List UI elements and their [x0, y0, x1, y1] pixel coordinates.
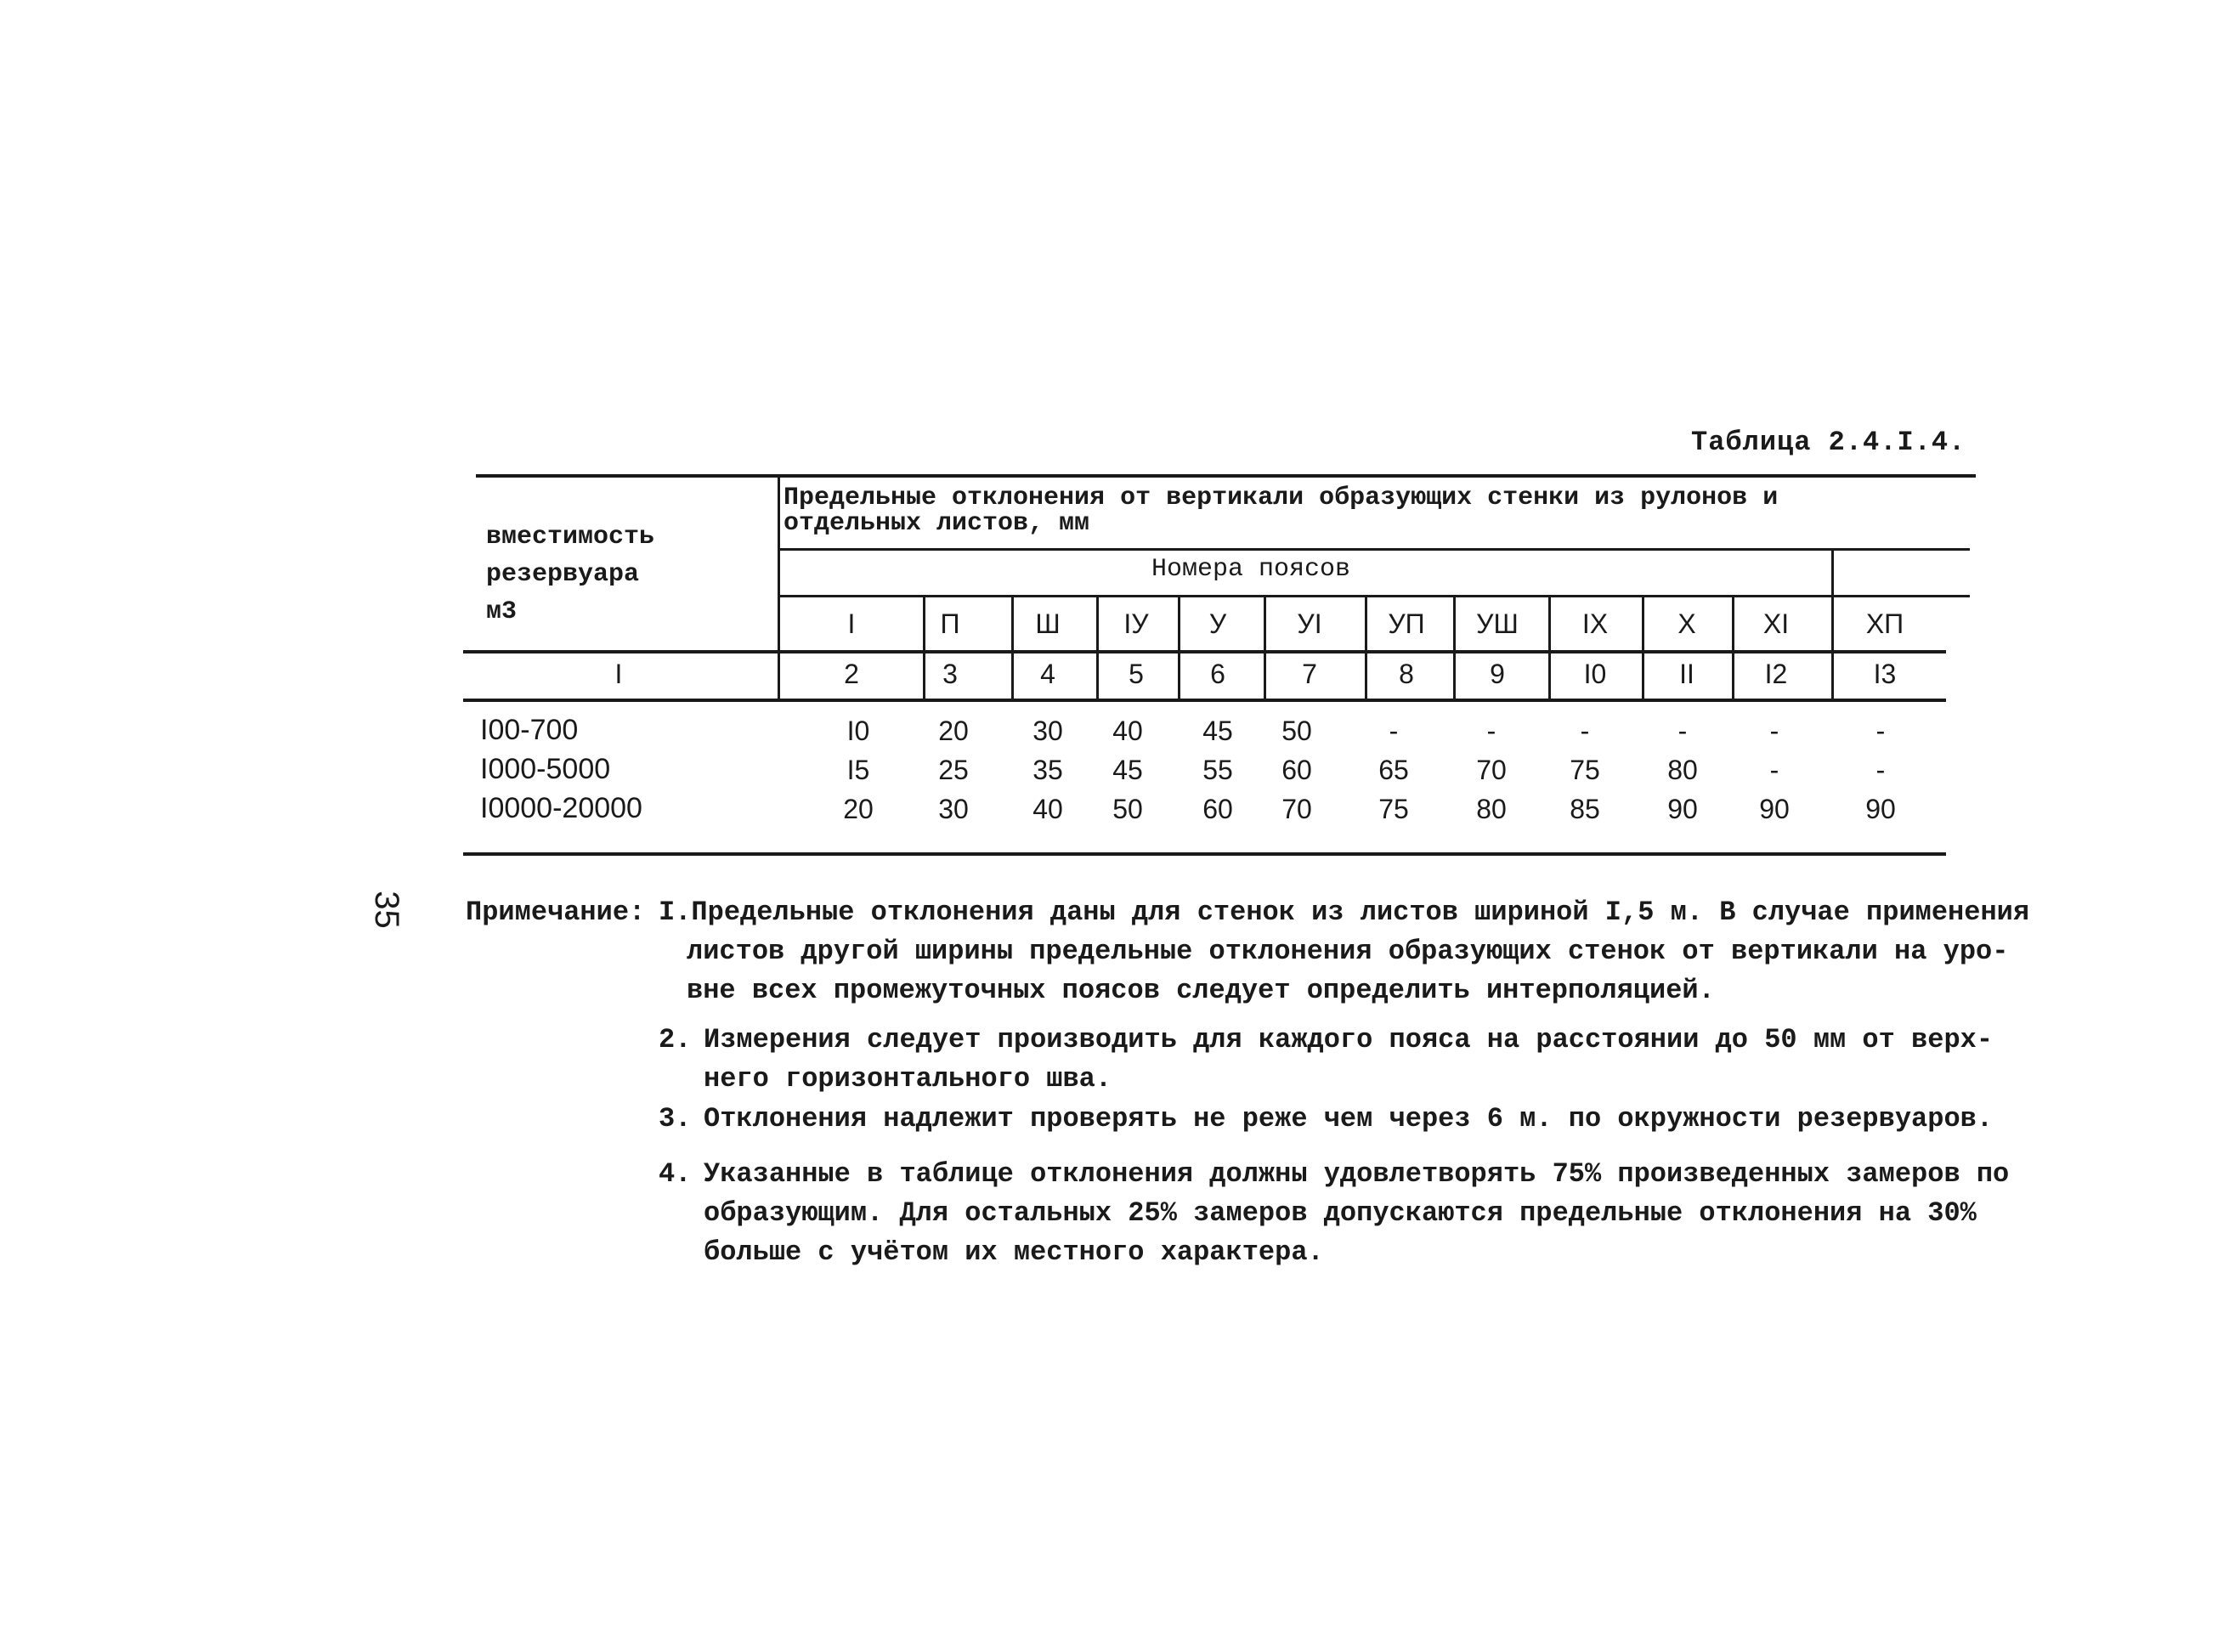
belt-number: УI: [1297, 608, 1322, 639]
table-cell: -: [1486, 716, 1496, 746]
column-number: I: [614, 659, 623, 689]
capacity-header-line: вместимость: [486, 523, 655, 552]
belt-number: П: [940, 608, 960, 639]
table-cell: 45: [1202, 716, 1233, 746]
table-cell: 70: [1476, 755, 1507, 785]
table-cell: 65: [1378, 755, 1409, 785]
table-cell: 25: [938, 755, 969, 785]
table-cell: 45: [1112, 755, 1143, 785]
row-label: I00-700: [480, 714, 579, 746]
column-number: 5: [1129, 659, 1144, 689]
table-cell: 40: [1112, 716, 1143, 746]
belt-number: XП: [1865, 608, 1904, 639]
column-number: I0: [1583, 659, 1607, 689]
column-number: 6: [1210, 659, 1225, 689]
note-line: него горизонтального шва.: [704, 1063, 1112, 1095]
table-cell: -: [1389, 716, 1399, 746]
capacity-header-line: резервуара: [486, 560, 640, 589]
belt-number: XI: [1762, 608, 1790, 639]
table-cell: 80: [1667, 755, 1698, 785]
notes-title: Примечание:: [466, 897, 646, 928]
capacity-column-divider: [778, 476, 780, 700]
note-item: [659, 892, 2029, 933]
column-numbers-top-rule: [463, 650, 1946, 653]
column-number: I3: [1873, 659, 1897, 689]
column-number: 4: [1040, 659, 1055, 689]
note-line: Предельные отклонения даны для стенок из листов шириной I,5 м. В случае применения: [691, 897, 2030, 928]
table-cell: 55: [1202, 755, 1233, 785]
page-number: 35: [367, 891, 405, 929]
row-label: I0000-20000: [480, 792, 642, 824]
table-cell: 20: [938, 716, 969, 746]
row-label: I000-5000: [480, 753, 611, 785]
table-cell: 75: [1378, 794, 1409, 824]
table-cell: 35: [1032, 755, 1063, 785]
note-line: Измерения следует производить для каждого пояса на расстоянии до 50 мм от верх-: [704, 1024, 1994, 1055]
column-numbers-bottom-rule: [463, 699, 1946, 702]
column-number: 9: [1490, 659, 1505, 689]
belt-divider: [1548, 597, 1551, 700]
belt-number: X: [1677, 608, 1696, 639]
table-cell: 90: [1759, 794, 1790, 824]
table-cell: 20: [843, 794, 874, 824]
table-cell: 30: [1032, 716, 1063, 746]
table-cell: 50: [1281, 716, 1312, 746]
column-number: 3: [942, 659, 958, 689]
table-top-rule: [476, 474, 1976, 478]
table-cell: 30: [938, 794, 969, 824]
table-cell: -: [1580, 716, 1590, 746]
table-cell: 40: [1032, 794, 1063, 824]
note-number: I.: [659, 897, 692, 928]
belt-divider: [1365, 597, 1367, 700]
deviation-header-line: Предельные отклонения от вертикали образующих стенки из рулонов и: [784, 484, 1779, 512]
note-line: образующим. Для остальных 25% замеров допускаются предельные отклонения на 30%: [704, 1197, 1977, 1229]
table-cell: -: [1875, 716, 1886, 746]
column-number: II: [1679, 659, 1694, 689]
belts-title: Номера поясов: [1151, 555, 1351, 584]
belt-number: УШ: [1476, 608, 1519, 639]
deviation-header-line: отдельных листов, мм: [784, 509, 1090, 538]
note-number: 4.: [659, 1158, 692, 1190]
belt-number: Ш: [1035, 608, 1061, 639]
table-cell: 50: [1112, 794, 1143, 824]
table-cell: 60: [1281, 755, 1312, 785]
note-line: листов другой ширины предельные отклонения образующих стенок от вертикали на уро-: [687, 936, 2009, 967]
table-cell: -: [1769, 755, 1779, 785]
belt-divider: [1732, 597, 1734, 700]
table-cell: 75: [1570, 755, 1600, 785]
table-cell: -: [1769, 716, 1779, 746]
note-number: 3.: [659, 1103, 692, 1134]
table-cell: I0: [846, 716, 870, 746]
table-cell: 90: [1667, 794, 1698, 824]
belt-number: IX: [1581, 608, 1609, 639]
belt-number: I: [847, 608, 856, 639]
belt-divider: [1264, 597, 1266, 700]
table-cell: -: [1875, 755, 1886, 785]
table-cell: I5: [846, 755, 870, 785]
column-number: 8: [1399, 659, 1414, 689]
belt-divider: [1831, 551, 1834, 700]
note-line: больше с учётом их местного характера.: [704, 1236, 1324, 1268]
note-line: Отклонения надлежит проверять не реже чем через 6 м. по окружности резервуаров.: [704, 1103, 1994, 1134]
belt-number: IУ: [1123, 608, 1149, 639]
capacity-header-line: м3: [486, 597, 518, 626]
table-cell: 60: [1202, 794, 1233, 824]
table-cell: 70: [1281, 794, 1312, 824]
belt-numbers-rule: [780, 595, 1970, 597]
note-line: Указанные в таблице отклонения должны удовлетворять 75% произведенных замеров по: [704, 1158, 2010, 1190]
table-cell: 80: [1476, 794, 1507, 824]
note-line: вне всех промежуточных поясов следует определить интерполяцией.: [687, 975, 1715, 1006]
column-number: I2: [1764, 659, 1788, 689]
table-cell: 85: [1570, 794, 1600, 824]
note-number: 2.: [659, 1024, 692, 1055]
belt-number: УП: [1388, 608, 1425, 639]
table-cell: 90: [1865, 794, 1896, 824]
belts-title-rule: [780, 548, 1970, 551]
belt-number: У: [1208, 608, 1227, 639]
column-number: 7: [1302, 659, 1317, 689]
belt-divider: [1642, 597, 1644, 700]
column-number: 2: [844, 659, 859, 689]
table-cell: -: [1677, 716, 1688, 746]
table-label: Таблица 2.4.I.4.: [1691, 427, 1966, 458]
belt-divider: [1453, 597, 1456, 700]
table-bottom-rule: [463, 852, 1946, 856]
